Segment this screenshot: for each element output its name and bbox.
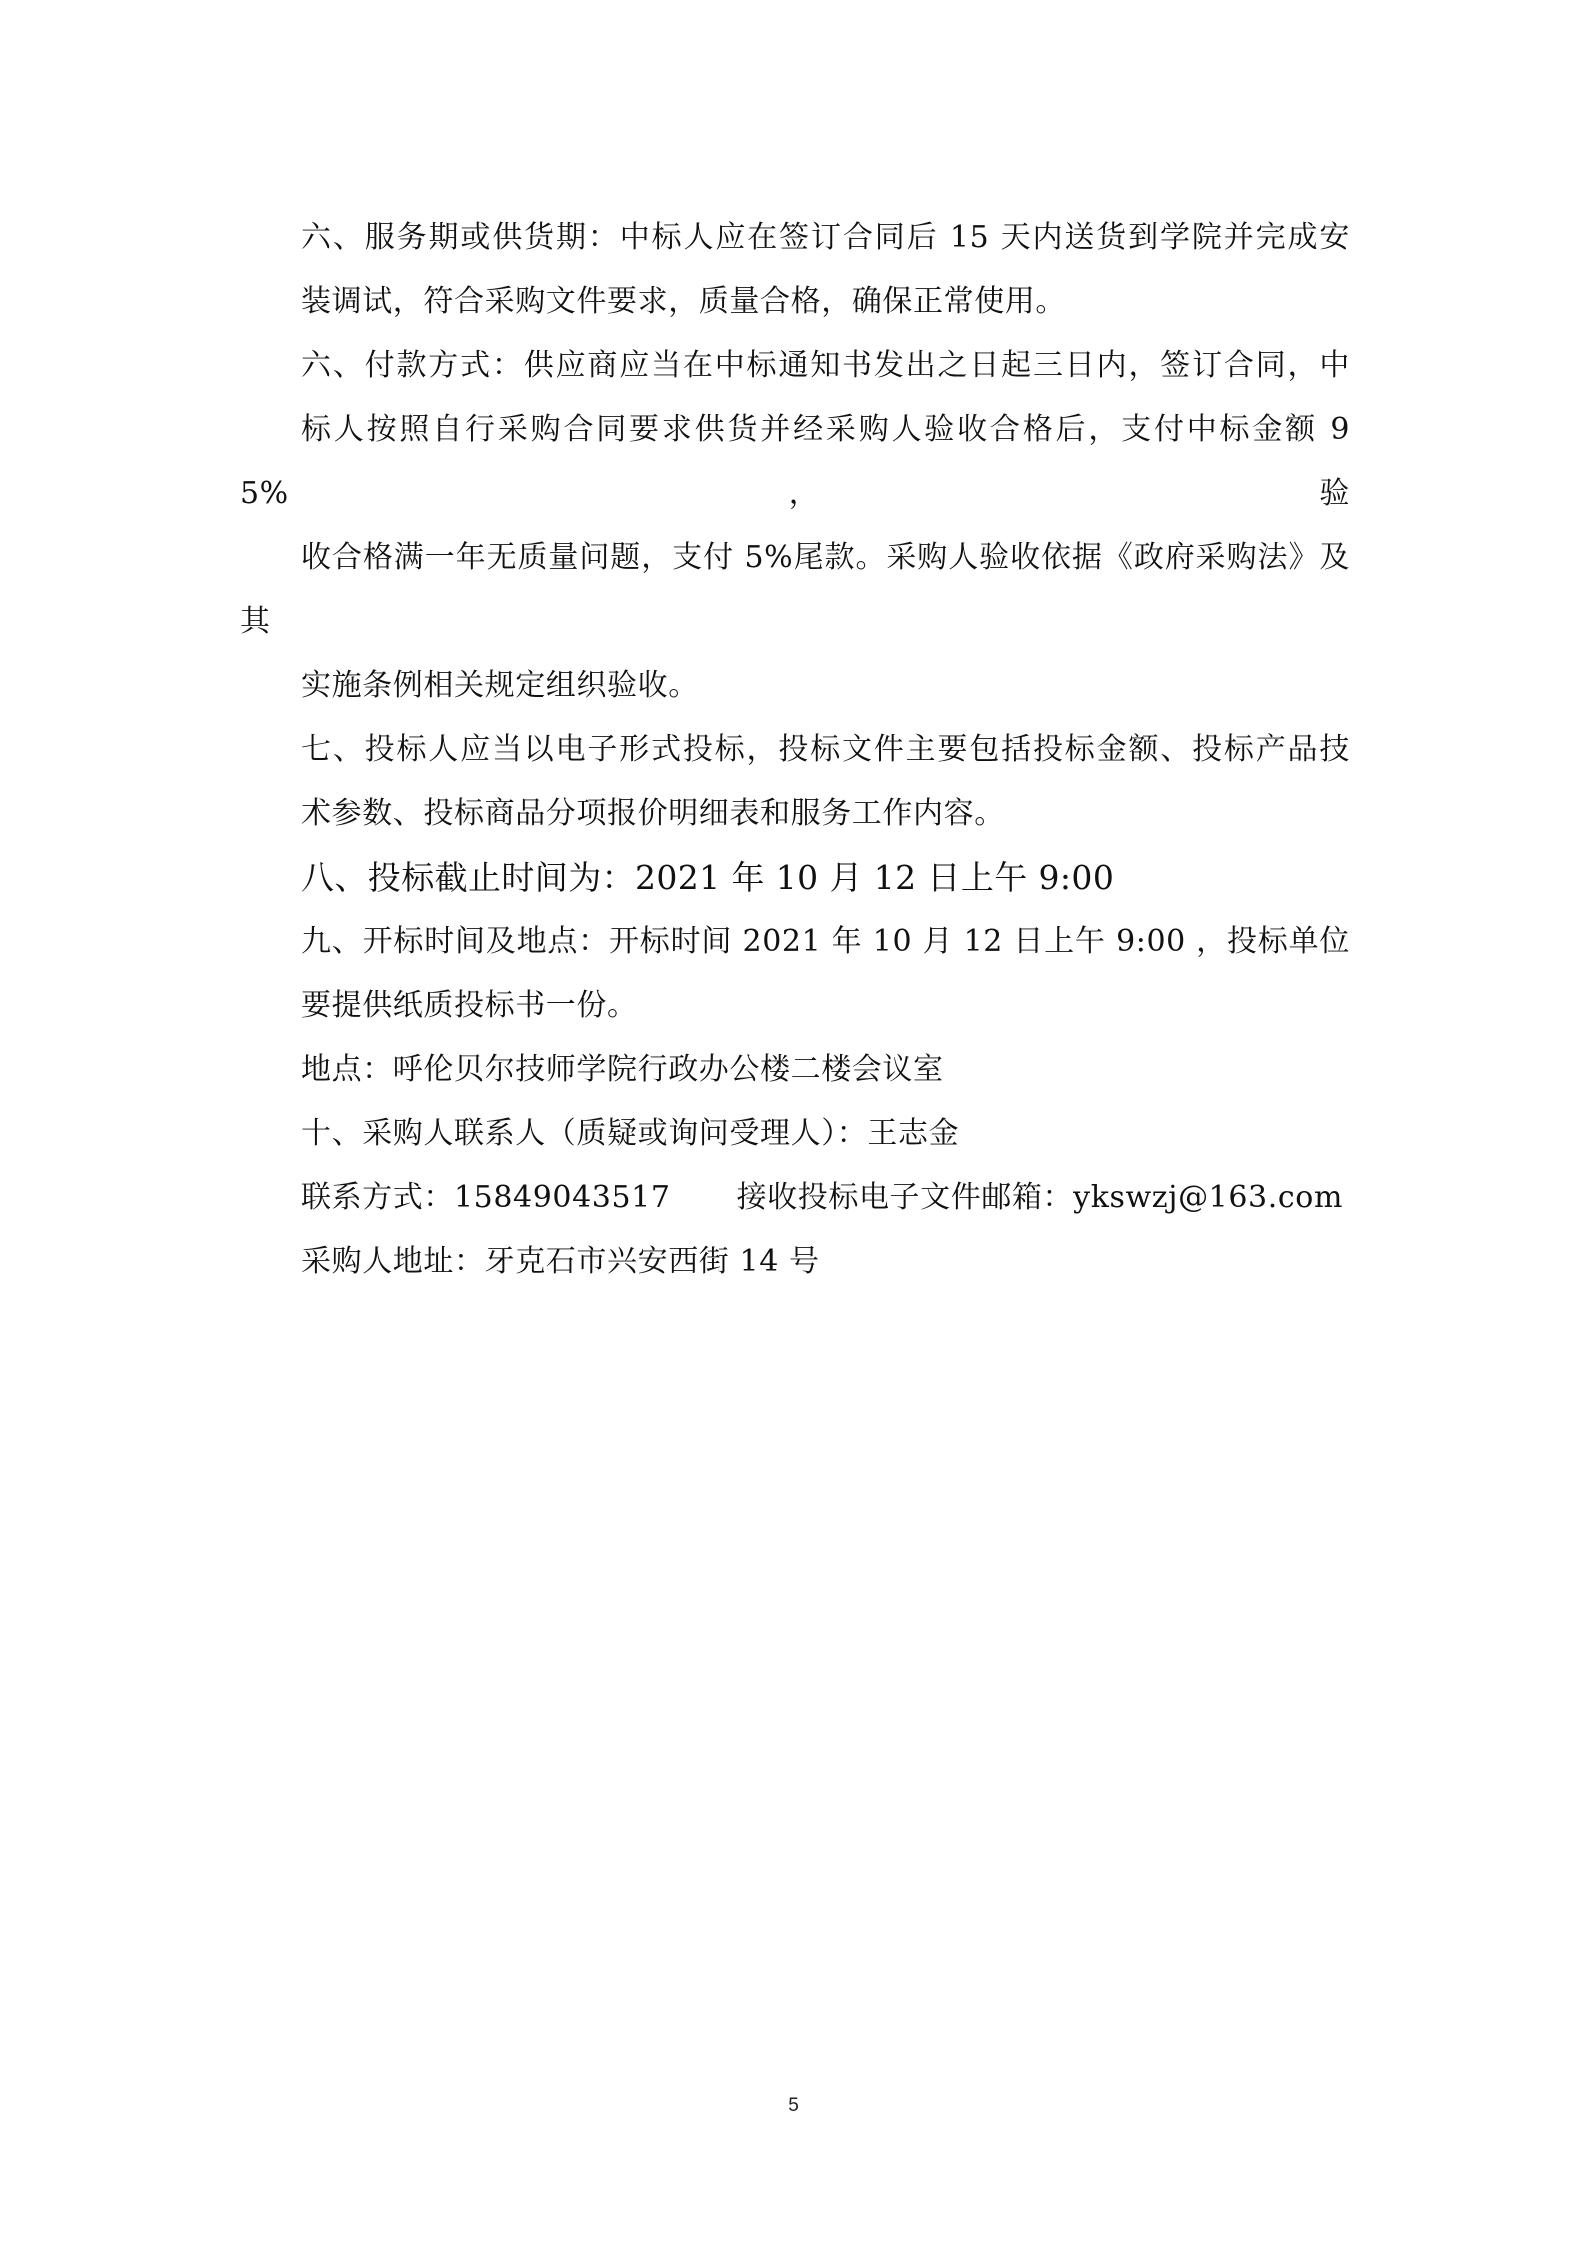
text-line: 实施条例相关规定组织验收。 <box>301 668 699 703</box>
text-line: 地点：呼伦贝尔技师学院行政办公楼二楼会议室 <box>301 1052 944 1087</box>
document-body <box>240 206 1350 1294</box>
text-line: 标人按照自行采购合同要求供货并经采购人验收合格后，支付中标金额 95%，验 <box>240 412 1350 511</box>
address-label: 采购人地址： <box>301 1244 485 1279</box>
phone-number: 15849043517 <box>454 1180 671 1215</box>
phone-label: 联系方式： <box>301 1180 454 1215</box>
text-line: 九、开标时间及地点：开标时间 2021 年 10 月 12 日上午 9:00 ，投标单位 <box>301 924 1350 959</box>
paragraph-deadline <box>240 846 1350 910</box>
contact-line <box>240 1166 1350 1230</box>
text-line: 十、采购人联系人（质疑或询问受理人）：王志金 <box>301 1116 960 1151</box>
text-line: 收合格满一年无质量问题，支付 5%尾款。采购人验收依据《政府采购法》及其 <box>240 540 1350 639</box>
paragraph-contact-info <box>240 1166 1350 1230</box>
paragraph-bid-form <box>240 718 1350 846</box>
paragraph-opening <box>240 910 1350 1038</box>
text-line: 六、服务期或供货期：中标人应在签订合同后 15 天内送货到学院并完成安 <box>301 220 1350 255</box>
paragraph-payment <box>240 334 1350 718</box>
page-number: 5 <box>788 2095 799 2116</box>
text-line: 术参数、投标商品分项报价明细表和服务工作内容。 <box>301 796 1005 831</box>
paragraph-contact-person <box>240 1102 1350 1166</box>
address-value: 牙克石市兴安西街 14 号 <box>484 1244 820 1279</box>
paragraph-location <box>240 1038 1350 1102</box>
text-line: 七、投标人应当以电子形式投标，投标文件主要包括投标金额、投标产品技 <box>301 732 1350 767</box>
text-line: 八、投标截止时间为：2021 年 10 月 12 日上午 9:00 <box>301 858 1115 897</box>
address-line <box>240 1230 1350 1294</box>
text-line: 装调试，符合采购文件要求，质量合格，确保正常使用。 <box>301 284 1066 319</box>
paragraph-address <box>240 1230 1350 1294</box>
email-address: ykswzj@163.com <box>1073 1180 1343 1215</box>
text-line: 要提供纸质投标书一份。 <box>301 988 638 1023</box>
email-label: 接收投标电子文件邮箱： <box>736 1180 1074 1215</box>
paragraph-service-period <box>240 206 1350 334</box>
text-line: 六、付款方式：供应商应当在中标通知书发出之日起三日内，签订合同，中 <box>301 348 1350 383</box>
